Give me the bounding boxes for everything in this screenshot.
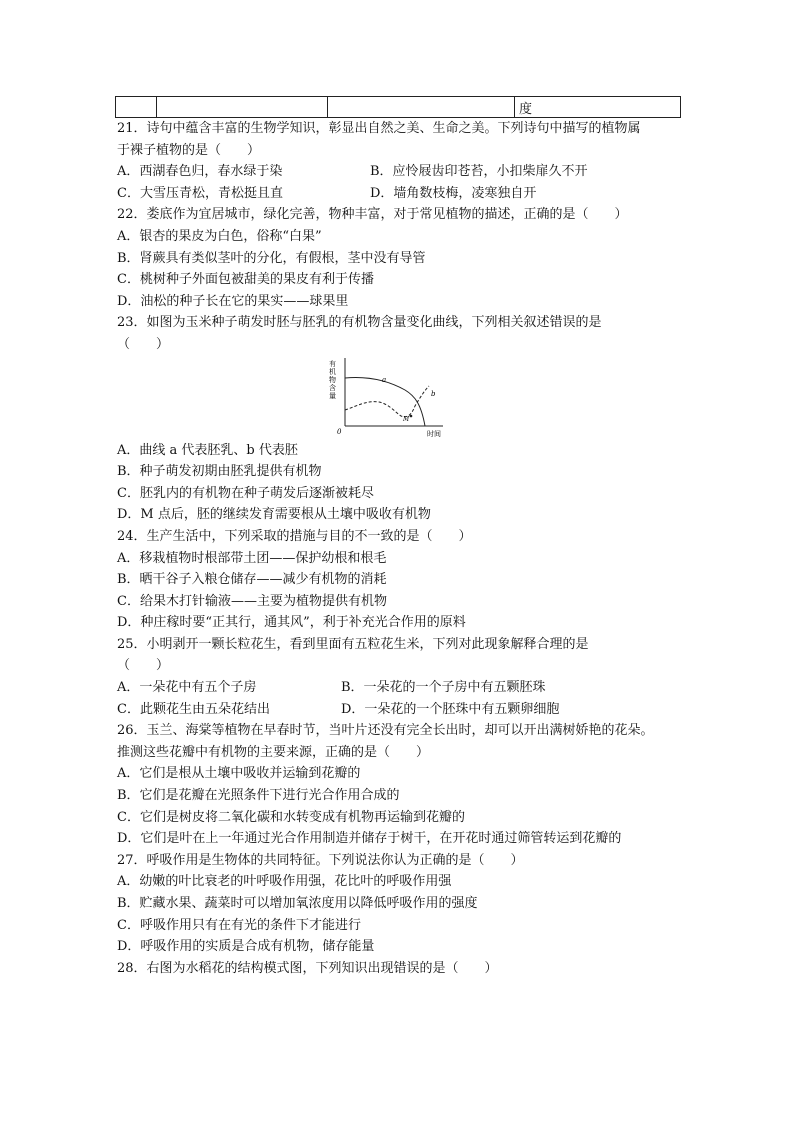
option-d: D．油松的种子长在它的果实——球果里 <box>117 293 349 309</box>
top-table <box>115 96 681 118</box>
question-stem: 25．小明剥开一颗长粒花生，看到里面有五粒花生米，下列对此现象解释合理的是 <box>117 636 589 652</box>
origin-label: 0 <box>337 427 342 436</box>
question-23 <box>117 312 687 526</box>
option-b: B．种子萌发初期由胚乳提供有机物 <box>117 464 322 480</box>
table-cell <box>157 97 328 118</box>
question-stem: 27．呼吸作用是生物体的共同特征。下列说法你认为正确的是（ ） <box>117 852 524 868</box>
series-a-line <box>345 377 425 426</box>
option-d: D．种庄稼时要“正其行，通其风”，利于补充光合作用的原料 <box>117 615 466 631</box>
option-b: B．它们是花瓣在光照条件下进行光合作用合成的 <box>117 788 400 804</box>
question-list <box>117 118 687 979</box>
question-22 <box>117 204 687 312</box>
option-a: A．曲线 a 代表胚乳、b 代表胚 <box>117 442 298 458</box>
series-b-label: b <box>431 389 436 398</box>
question-27 <box>117 850 687 958</box>
option-a: A．一朵花中有五个子房 <box>117 680 257 696</box>
question-26 <box>117 720 687 850</box>
point-m <box>410 414 413 417</box>
table-cell <box>116 97 157 118</box>
option-a: A．它们是根从土壤中吸收并运输到花瓣的 <box>117 766 361 782</box>
question-stem: 28．右图为水稻花的结构模式图，下列知识出现错误的是（ ） <box>117 960 498 976</box>
option-a: A．幼嫩的叶比衰老的叶呼吸作用强，花比叶的呼吸作用强 <box>117 874 452 890</box>
y-label-char: 量 <box>329 391 336 400</box>
question-stem: 22．娄底作为宜居城市，绿化完善，物种丰富，对于常见植物的描述，正确的是（ ） <box>117 207 628 223</box>
option-a: A．银杏的果皮为白色，俗称“白果” <box>117 228 322 244</box>
option-d: D．一朵花的一个胚珠中有五颗卵细胞 <box>341 701 560 717</box>
option-b: B．一朵花的一个子房中有五颗胚珠 <box>341 680 546 696</box>
option-c: C．此颗花生由五朵花结出 <box>117 701 270 717</box>
table-cell <box>328 97 515 118</box>
option-c: C．它们是树皮将二氧化碳和水转变成有机物再运输到花瓣的 <box>117 809 465 825</box>
y-axis-label <box>329 359 338 400</box>
option-d: D．墙角数枝梅，凌寒独自开 <box>370 185 537 201</box>
question-stem: 于裸子植物的是（ ） <box>117 142 261 158</box>
question-stem: 26．玉兰、海棠等植物在早春时节，当叶片还没有完全长出时，却可以开出满树娇艳的花朵。 <box>117 723 654 739</box>
organic-matter-chart <box>117 356 687 440</box>
question-24 <box>117 526 687 634</box>
chart-svg <box>327 356 447 440</box>
option-c: C．大雪压青松，青松挺且直 <box>117 185 283 201</box>
option-b: B．肾蕨具有类似茎叶的分化，有假根，茎中没有导管 <box>117 250 426 266</box>
option-c: C．胚乳内的有机物在种子萌发后逐渐被耗尽 <box>117 485 374 501</box>
series-a-label: a <box>382 375 387 384</box>
option-c: C．呼吸作用只有在有光的条件下才能进行 <box>117 917 361 933</box>
y-label-char: 物 <box>329 375 336 384</box>
option-c: C．给果木打针输液——主要为植物提供有机物 <box>117 593 387 609</box>
option-c: C．桃树种子外面包被甜美的果皮有利于传播 <box>117 272 374 288</box>
option-b: B．应怜屐齿印苍苔，小扣柴扉久不开 <box>370 164 588 180</box>
question-21 <box>117 118 687 204</box>
question-stem: 推测这些花瓣中有机物的主要来源，正确的是（ ） <box>117 744 430 760</box>
table-cell: 度 <box>515 97 681 118</box>
option-a: A．移栽植物时根部带土团——保护幼根和根毛 <box>117 550 387 566</box>
point-m-label: M <box>403 415 410 423</box>
question-stem: 24．生产生活中，下列采取的措施与目的不一致的是（ ） <box>117 528 472 544</box>
y-label-char: 有 <box>329 359 336 368</box>
question-stem: （ ） <box>117 336 170 352</box>
question-28 <box>117 958 687 980</box>
question-stem: 23．如图为玉米种子萌发时胚与胚乳的有机物含量变化曲线，下列相关叙述错误的是 <box>117 315 602 331</box>
question-25 <box>117 634 687 720</box>
option-d: D．它们是叶在上一年通过光合作用制造并储存于树干，在开花时通过筛管转运到花瓣的 <box>117 831 622 847</box>
y-label-char: 机 <box>329 367 336 376</box>
option-b: B．贮藏水果、蔬菜时可以增加氧浓度用以降低呼吸作用的强度 <box>117 896 478 911</box>
option-d: D．M 点后，胚的继续发育需要根从土壤中吸收有机物 <box>117 507 431 523</box>
option-b: B．晒干谷子入粮仓储存——减少有机物的消耗 <box>117 572 387 588</box>
x-axis-label: 时间 <box>427 429 441 438</box>
question-stem: （ ） <box>117 658 170 674</box>
option-a: A．西湖春色归，春水绿于染 <box>117 164 283 180</box>
y-label-char: 含 <box>329 383 336 392</box>
question-stem: 21．诗句中蕴含丰富的生物学知识，彰显出自然之美、生命之美。下列诗句中描写的植物属 <box>117 121 641 136</box>
option-d: D．呼吸作用的实质是合成有机物，储存能量 <box>117 939 375 955</box>
